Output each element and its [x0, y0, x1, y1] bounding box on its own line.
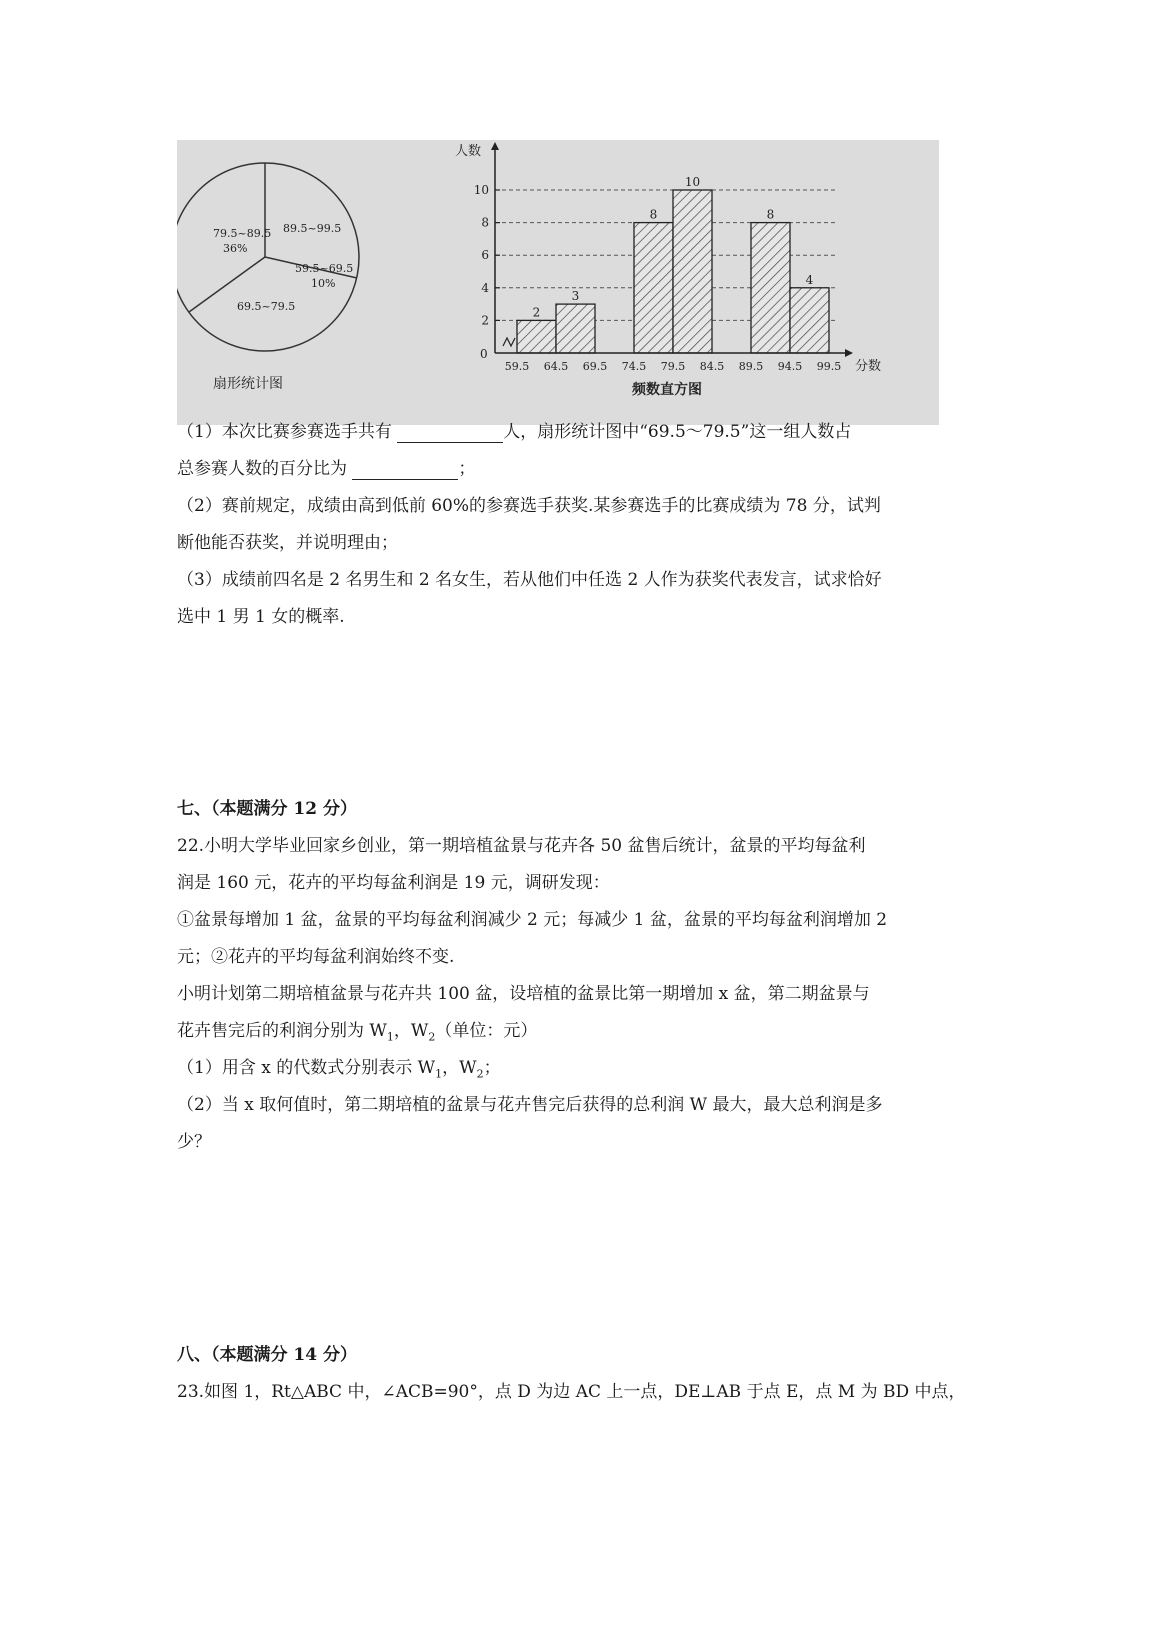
x-tick-label: 69.5: [582, 360, 608, 373]
y-axis-arrow: [491, 142, 499, 150]
answer-blank-percent[interactable]: [352, 463, 458, 480]
pie-label-79-89: 79.5~89.5: [213, 227, 272, 240]
w1-subscript: 1: [435, 1067, 443, 1081]
pie-label-59-69: 59.5~69.5: [295, 262, 354, 275]
histogram-bar: [790, 288, 829, 353]
q22-line2: 润是 160 元，花卉的平均每盆利润是 19 元，调研发现：: [177, 873, 610, 893]
q22-sub1-a: （1）用含 x 的代数式分别表示 W: [177, 1058, 436, 1078]
pie-label-69-79: 69.5~79.5: [237, 300, 296, 313]
y-tick-label: 4: [481, 280, 489, 295]
histogram: [455, 142, 881, 398]
x-tick-label: 89.5: [738, 360, 764, 373]
q21-line1: [177, 421, 851, 443]
bar-value-label: 3: [571, 289, 580, 304]
bar-value-label: 8: [766, 207, 775, 222]
x-axis-arrow: [845, 349, 853, 357]
origin-label: 0: [480, 347, 488, 361]
pie-label-89-99: 89.5~99.5: [283, 222, 342, 235]
w1-subscript: 1: [386, 1030, 394, 1044]
pie-chart: [177, 163, 359, 392]
histogram-bar: [751, 223, 790, 353]
statistics-figure: [177, 140, 939, 425]
bar-value-label: 4: [805, 272, 814, 287]
q22-sub1-c: ；: [483, 1058, 501, 1078]
q21-part1-text-a: （1）本次比赛参赛选手共有: [177, 422, 398, 442]
axis-break-mark: [503, 338, 515, 346]
section-8-heading: 八、（本题满分 14 分）: [177, 1345, 357, 1365]
y-tick-label: 2: [481, 313, 489, 328]
histogram-title: 频数直方图: [632, 382, 702, 398]
q22-line3: ①盆景每增加 1 盆，盆景的平均每盆利润减少 2 元；每减少 1 盆，盆景的平均每盆利润增加 2: [177, 910, 888, 930]
histogram-bar: [634, 223, 673, 353]
x-tick-label: 74.5: [621, 360, 647, 373]
q22-line1: 22.小明大学毕业回家乡创业，第一期培植盆景与花卉各 50 盆售后统计，盆景的平均每盆利: [177, 836, 866, 856]
bar-value-label: 10: [684, 175, 701, 189]
pie-pct-59-69: 10%: [311, 277, 336, 290]
x-tick-label: 79.5: [660, 360, 686, 373]
q21-part3-line1: （3）成绩前四名是 2 名男生和 2 名女生，若从他们中任选 2 人作为获奖代表发言，试求恰好: [177, 570, 882, 590]
q22-line5: 小明计划第二期培植盆景与花卉共 100 盆，设培植的盆景比第一期增加 x 盆，第二期盆景与: [177, 984, 870, 1004]
x-tick-label: 64.5: [543, 360, 569, 373]
q21-part1-text-b: 人，扇形统计图中“69.5～79.5”这一组人数占: [503, 422, 852, 442]
charts-svg: [177, 140, 939, 425]
pie-pct-79-89: 36%: [223, 242, 248, 255]
bar-value-label: 8: [649, 207, 658, 222]
q23-line1: 23.如图 1，Rt△ABC 中，∠ACB=90°，点 D 为边 AC 上一点，DE⊥AB 于点 E，点 M 为 BD 中点，: [177, 1382, 966, 1402]
q21-line2: [177, 458, 475, 480]
q21-part3-line2: 选中 1 男 1 女的概率.: [177, 607, 345, 627]
x-tick-label: 99.5: [816, 360, 842, 373]
histogram-bar: [517, 320, 556, 353]
x-axis-label: 分数: [855, 359, 882, 374]
w2-subscript: 2: [476, 1067, 484, 1081]
q22-sub1-b: ，W: [442, 1058, 477, 1078]
y-axis-label: 人数: [455, 144, 482, 159]
w2-subscript: 2: [428, 1030, 436, 1044]
q22-sub1: [177, 1057, 501, 1085]
x-tick-label: 59.5: [504, 360, 530, 373]
answer-blank-total[interactable]: [397, 426, 503, 443]
q22-sub2-line1: （2）当 x 取何值时，第二期培植的盆景与花卉售完后获得的总利润 W 最大，最大总利润是多: [177, 1095, 883, 1115]
y-tick-label: 10: [473, 183, 489, 197]
histogram-bar: [673, 190, 712, 353]
q22-line6-c: （单位：元）: [435, 1021, 538, 1041]
pie-caption: 扇形统计图: [213, 376, 283, 392]
histogram-bar: [556, 304, 595, 353]
y-tick-label: 6: [481, 248, 489, 263]
q21-part1-text-c: 总参赛人数的百分比为: [177, 459, 353, 479]
q21-part2-line1: （2）赛前规定，成绩由高到低前 60%的参赛选手获奖.某参赛选手的比赛成绩为 78 分，试判: [177, 496, 881, 516]
q21-part2-line2: 断他能否获奖，并说明理由；: [177, 533, 398, 553]
q22-line6-b: ，W: [393, 1021, 429, 1041]
bar-value-label: 2: [532, 305, 541, 320]
q21-part1-text-d: ；: [458, 459, 476, 479]
q22-line6: [177, 1020, 537, 1048]
q22-line4: 元；②花卉的平均每盆利润始终不变.: [177, 947, 455, 967]
x-tick-label: 94.5: [777, 360, 803, 373]
y-tick-label: 8: [481, 215, 489, 230]
q22-line6-a: 花卉售完后的利润分别为 W: [177, 1021, 387, 1041]
section-7-heading: 七、（本题满分 12 分）: [177, 799, 357, 819]
q22-sub2-line2: 少？: [177, 1132, 211, 1152]
x-tick-label: 84.5: [699, 360, 725, 373]
